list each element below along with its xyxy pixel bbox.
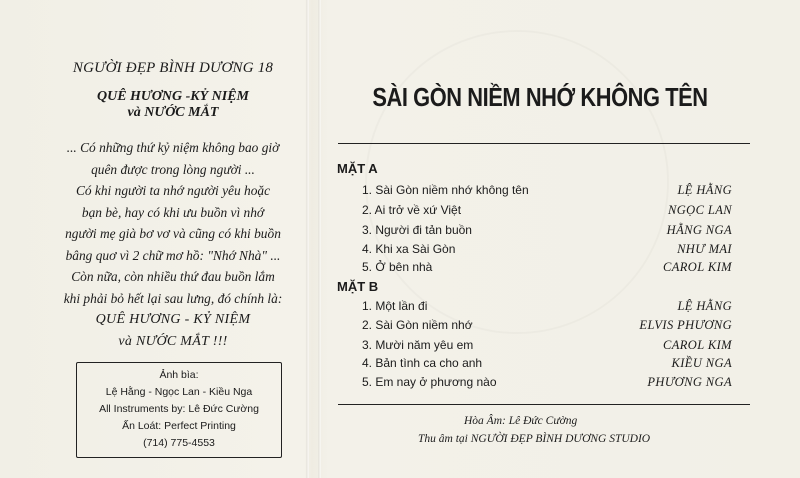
- liner-notes: [40, 137, 306, 352]
- subtitle-line: QUÊ HƯƠNG -KỶ NIỆM: [96, 89, 250, 104]
- subtitle-line: và NƯỚC MẮT: [127, 105, 219, 120]
- side-a-label: MẶT A: [337, 161, 378, 176]
- fold-line: [306, 0, 309, 478]
- track-title: 1. Sài Gòn niềm nhớ không tên: [362, 183, 529, 197]
- album-subtitle: [40, 89, 306, 121]
- credits-line: Ảnh bìa:: [159, 369, 199, 381]
- track-title: 1. Một lần đi: [362, 299, 428, 313]
- divider: [338, 143, 750, 144]
- track-title: 5. Em nay ở phương nào: [362, 375, 497, 389]
- side-b-label: MẶT B: [337, 279, 379, 294]
- track-title: 3. Người đi tản buồn: [362, 223, 472, 237]
- track-title: 3. Mười năm yêu em: [362, 338, 474, 352]
- track-artist: HẰNG NGA: [666, 223, 732, 237]
- studio-credit: Thu âm tại NGƯỜI ĐẸP BÌNH DƯƠNG STUDIO: [418, 433, 651, 445]
- credits-line: All Instruments by: Lê Đức Cường: [99, 403, 259, 415]
- track-title: 2. Ai trở về xứ Việt: [362, 203, 462, 217]
- liner-line: Còn nữa, còn nhiều thứ đau buồn lắm: [71, 269, 275, 284]
- liner-line: bạn bè, hay có khi ưu buồn vì nhớ: [81, 204, 265, 220]
- track-artist: ELVIS PHƯƠNG: [639, 318, 732, 332]
- liner-line: khi phải bỏ hết lại sau lưng, đó chính là:: [63, 290, 283, 306]
- credits-box: [76, 362, 282, 458]
- track-title: 5. Ở bên nhà: [362, 260, 433, 274]
- liner-line: quên được trong lòng người ...: [91, 161, 255, 177]
- track-artist: LỆ HẰNG: [677, 299, 732, 313]
- brand-title: NGƯỜI ĐẸP BÌNH DƯƠNG 18: [72, 60, 274, 76]
- liner-line: Có khi người ta nhớ người yêu hoặc: [75, 183, 271, 198]
- track-artist: PHƯƠNG NGA: [647, 375, 732, 389]
- embossed-seal: [365, 30, 669, 334]
- arranger-credit: Hòa Âm: Lê Đức Cường: [464, 415, 578, 427]
- track-title: 4. Bản tình ca cho anh: [362, 356, 483, 370]
- divider: [338, 404, 750, 405]
- production-credits: [418, 412, 660, 448]
- credits-line: (714) 775-4553: [143, 437, 215, 449]
- album-title: SÀI GÒN NIỀM NHỚ KHÔNG TÊN: [372, 82, 708, 112]
- track-artist: CAROL KIM: [663, 260, 732, 274]
- track-artist: NGỌC LAN: [668, 203, 732, 217]
- fold-line: [318, 0, 321, 478]
- closing-line: và NƯỚC MẮT !!!: [118, 333, 228, 349]
- credits-line: Ấn Loát: Perfect Printing: [122, 420, 236, 432]
- track-title: 2. Sài Gòn niềm nhớ: [362, 318, 473, 332]
- track-artist: KIỀU NGA: [671, 356, 732, 370]
- track-artist: NHƯ MAI: [677, 242, 732, 256]
- liner-line: ... Có những thứ kỷ niệm không bao giờ: [66, 140, 280, 155]
- liner-line: bâng quơ vì 2 chữ mơ hồ: "Nhớ Nhà" ...: [65, 247, 281, 263]
- credits-line: Lệ Hằng - Ngọc Lan - Kiều Nga: [105, 386, 253, 398]
- track-artist: CAROL KIM: [663, 338, 732, 352]
- left-panel: [40, 60, 306, 352]
- track-title: 4. Khi xa Sài Gòn: [362, 242, 456, 256]
- track-artist: LỆ HẰNG: [677, 183, 732, 197]
- closing-line: QUÊ HƯƠNG - KỶ NIỆM: [95, 312, 251, 327]
- liner-line: người mẹ già bơ vơ và cũng có khi buồn: [65, 226, 281, 241]
